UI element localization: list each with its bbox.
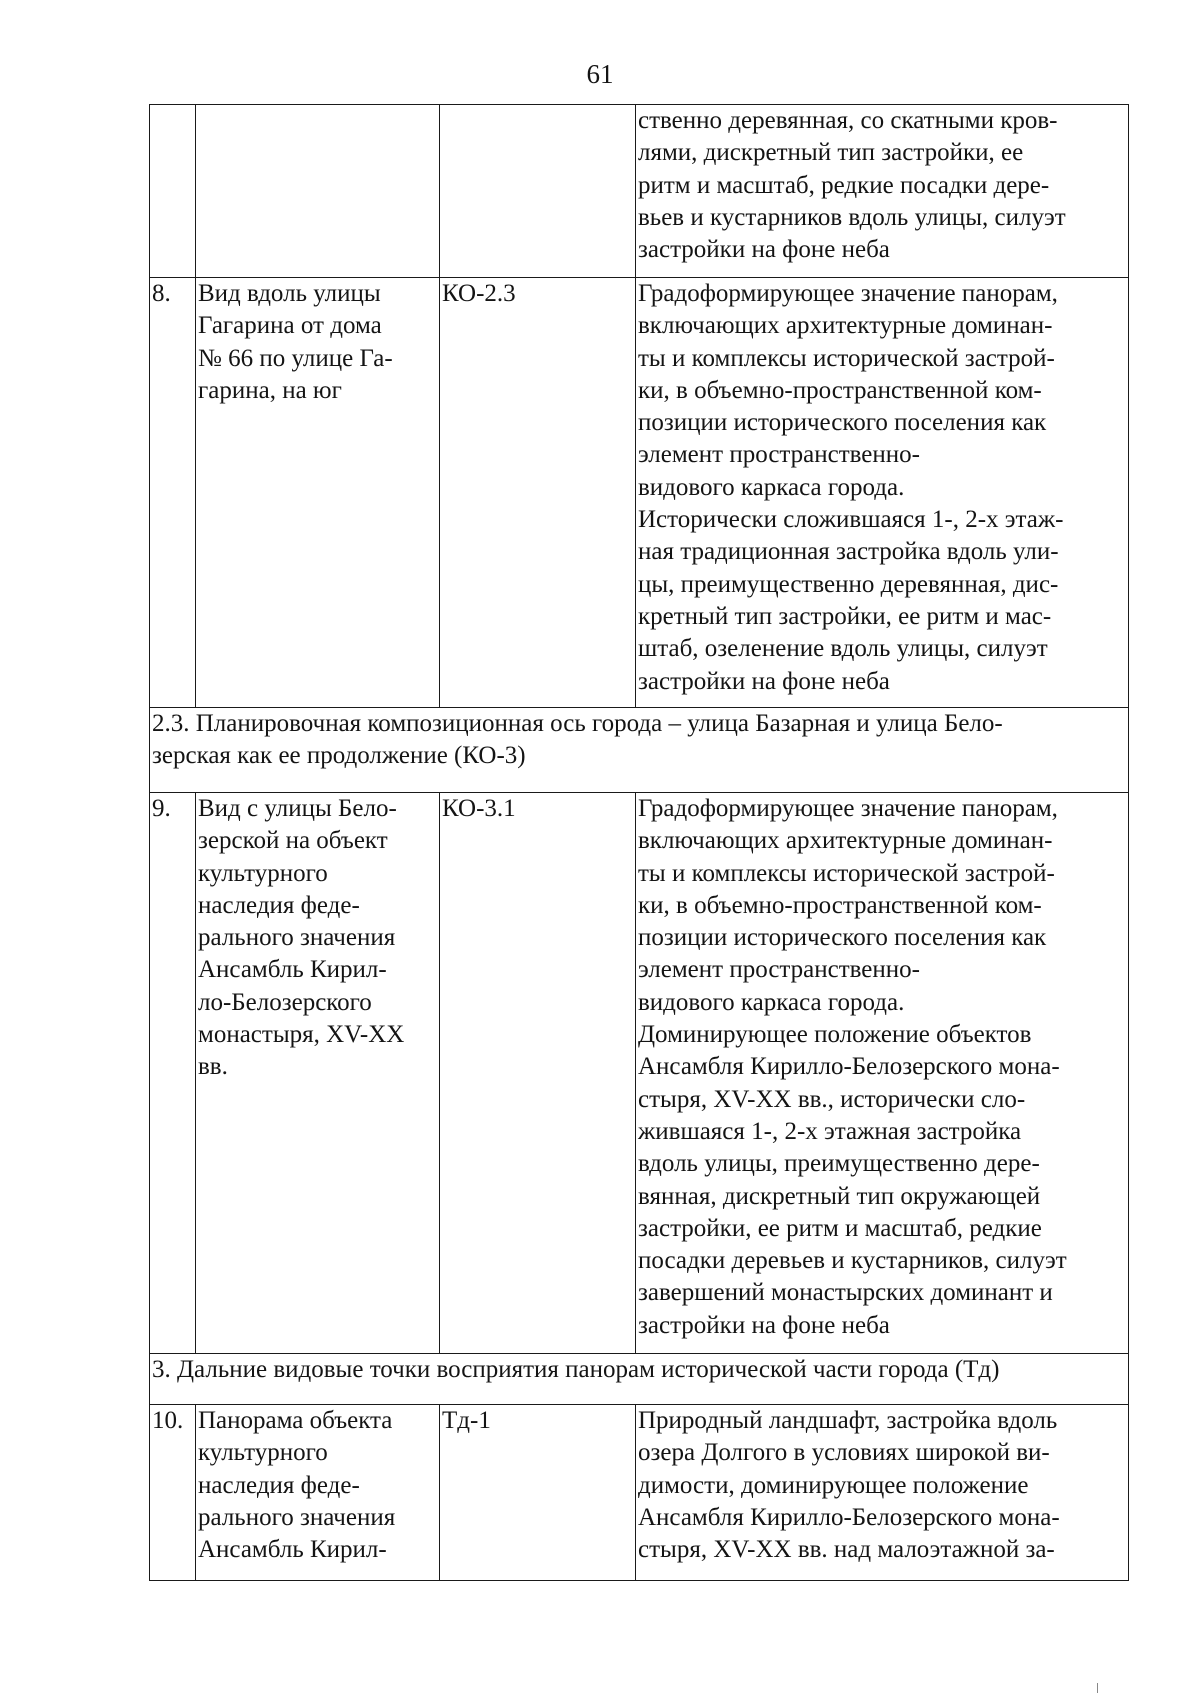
text-line: Ансамбль Кирил- [198, 1536, 387, 1564]
text-line: ки, в объемно-пространственной ком- [638, 891, 1042, 919]
text-line: зерской на объект [198, 827, 388, 855]
text-line: элемент пространственно- [638, 441, 920, 469]
text-line: рального значения [198, 924, 396, 952]
text-line: ки, в объемно-пространственной ком- [638, 376, 1042, 404]
text-line: культурного [198, 1439, 328, 1467]
text-line: Природный ландшафт, застройка вдоль [638, 1407, 1058, 1434]
features-cell [636, 1405, 1129, 1581]
view-description-cell [196, 793, 440, 1354]
code-cell [440, 278, 636, 708]
code-cell [440, 105, 636, 278]
text-line: жившаяся 1-, 2-х этажная застройка [638, 1117, 1022, 1145]
text-line: застройки на фоне неба [638, 667, 890, 695]
text-line: видового каркаса города. [638, 988, 905, 1016]
text-line: Вид с улицы Бело- [198, 795, 397, 822]
text-line: включающих архитектурные доминан- [638, 827, 1053, 855]
text-line: наследия феде- [198, 1471, 360, 1499]
row-number-cell [150, 1405, 196, 1581]
table-row-8 [150, 278, 1129, 708]
text-line: Градоформирующее значение панорам, [638, 280, 1058, 307]
text-line: Ансамбля Кирилло-Белозерского мона- [638, 1053, 1060, 1081]
text-line: Исторически сложившаяся 1-, 2-х этаж- [638, 506, 1064, 534]
row-number: 8. [152, 280, 171, 307]
code-cell [440, 1405, 636, 1581]
row-number-cell [150, 278, 196, 708]
section-row-2-3 [150, 708, 1129, 793]
text-line: ты и комплексы исторической застрой- [638, 859, 1055, 887]
objects-table [149, 104, 1129, 1581]
view-description-cell [196, 105, 440, 278]
text-line: озера Долгого в условиях широкой ви- [638, 1439, 1050, 1467]
text-line: застройки на фоне неба [638, 1311, 890, 1339]
text-line: завершений монастырских доминант и [638, 1279, 1053, 1307]
row-number: 9. [152, 795, 171, 822]
page-number: 61 [586, 59, 614, 89]
text-line: элемент пространственно- [638, 956, 920, 984]
text-line: Ансамбля Кирилло-Белозерского мона- [638, 1503, 1060, 1531]
view-code: КО-2.3 [442, 280, 516, 307]
text-line: гарина, на юг [198, 376, 342, 404]
section-row-3 [150, 1354, 1129, 1405]
text-line: видового каркаса города. [638, 473, 905, 501]
text-line: № 66 по улице Га- [198, 344, 393, 372]
text-line: Панорама объекта [198, 1407, 393, 1434]
section-heading-line: 3. Дальние видовые точки восприятия панорам исторической части города (Тд) [152, 1356, 1000, 1383]
text-line: включающих архитектурные доминан- [638, 312, 1053, 340]
text-line: наследия феде- [198, 891, 360, 919]
row-number: 10. [152, 1407, 184, 1434]
view-code: КО-3.1 [442, 795, 516, 822]
text-line: Гагарина от дома [198, 312, 382, 340]
features-cell [636, 793, 1129, 1354]
text-line: стыря, XV-XX вв. над малоэтажной за- [638, 1536, 1055, 1564]
table-row-10 [150, 1405, 1129, 1581]
view-description-cell [196, 278, 440, 708]
code-cell [440, 793, 636, 1354]
view-description-cell [196, 1405, 440, 1581]
scan-mark [1097, 1683, 1098, 1693]
row-number-cell [150, 793, 196, 1354]
text-line: вдоль улицы, преимущественно дере- [638, 1150, 1040, 1178]
text-line: цы, преимущественно деревянная, дис- [638, 570, 1059, 598]
text-line: Градоформирующее значение панорам, [638, 795, 1058, 822]
text-line: ственно деревянная, со скатными кров- [638, 107, 1058, 134]
text-line: культурного [198, 859, 328, 887]
text-line: вв. [198, 1053, 228, 1081]
text-line: штаб, озеленение вдоль улицы, силуэт [638, 635, 1048, 663]
features-cell [636, 278, 1129, 708]
table-row-continuation [150, 105, 1129, 278]
section-heading-cell [150, 1354, 1129, 1405]
text-line: ритм и масштаб, редкие посадки дере- [638, 171, 1050, 199]
view-code: Тд-1 [442, 1407, 491, 1434]
text-line: монастыря, XV-XX [198, 1021, 405, 1049]
text-line: Доминирующее положение объектов [638, 1021, 1032, 1049]
text-line: позиции исторического поселения как [638, 924, 1047, 952]
text-line: рального значения [198, 1503, 396, 1531]
text-line: Вид вдоль улицы [198, 280, 381, 307]
features-cell [636, 105, 1129, 278]
text-line: вянная, дискретный тип окружающей [638, 1182, 1041, 1210]
text-line: Ансамбль Кирил- [198, 956, 387, 984]
text-line: позиции исторического поселения как [638, 409, 1047, 437]
text-line: посадки деревьев и кустарников, силуэт [638, 1247, 1067, 1275]
section-heading-line: зерская как ее продолжение (КО-3) [152, 742, 526, 770]
text-line: вьев и кустарников вдоль улицы, силуэт [638, 203, 1066, 231]
section-heading-line: 2.3. Планировочная композиционная ось города – улица Базарная и улица Бело- [152, 710, 1003, 737]
text-line: кретный тип застройки, ее ритм и мас- [638, 602, 1052, 630]
text-line: димости, доминирующее положение [638, 1471, 1029, 1499]
text-line: ная традиционная застройка вдоль ули- [638, 538, 1059, 566]
table-row-9 [150, 793, 1129, 1354]
text-line: стыря, XV-XX вв., исторически сло- [638, 1085, 1026, 1113]
text-line: застройки на фоне неба [638, 236, 890, 264]
text-line: застройки, ее ритм и масштаб, редкие [638, 1214, 1042, 1242]
row-number-cell [150, 105, 196, 278]
text-line: лями, дискретный тип застройки, ее [638, 139, 1024, 167]
text-line: ло-Белозерского [198, 988, 372, 1016]
section-heading-cell [150, 708, 1129, 793]
text-line: ты и комплексы исторической застрой- [638, 344, 1055, 372]
